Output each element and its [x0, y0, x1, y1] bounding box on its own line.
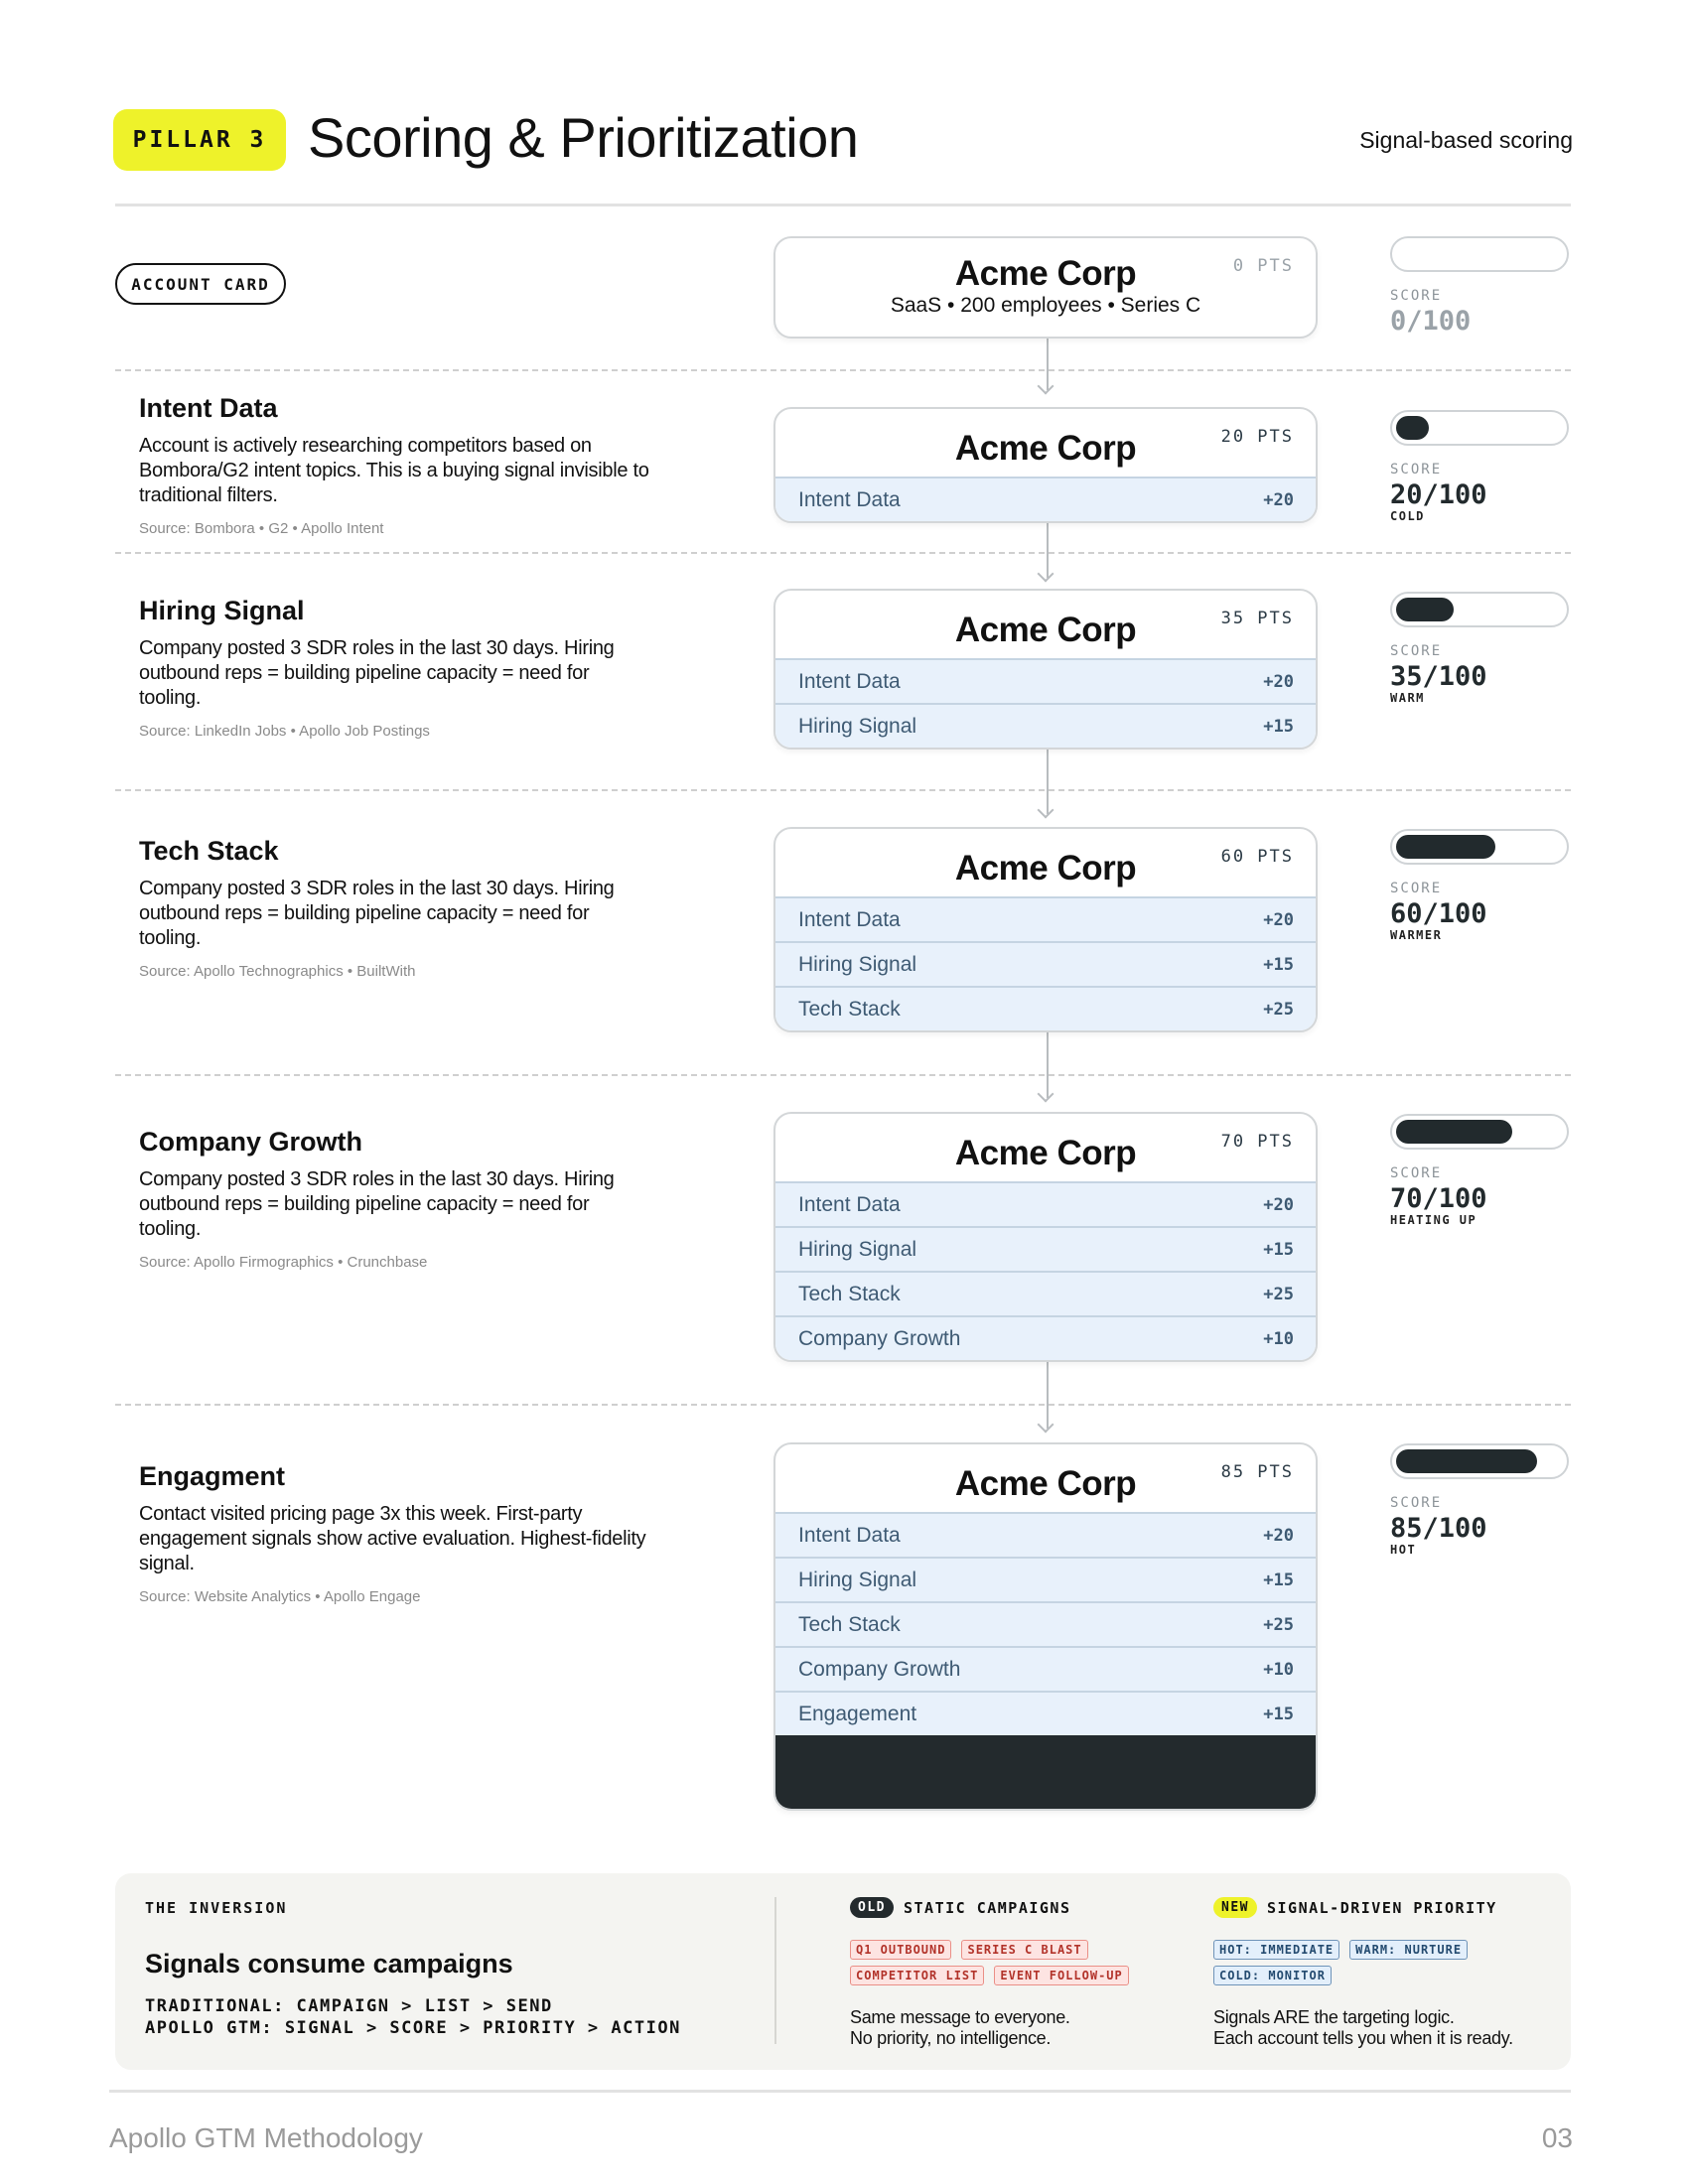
signal-title: Company Growth — [139, 1127, 363, 1157]
flow-arrow — [1047, 747, 1049, 814]
row-points: +10 — [1263, 1328, 1294, 1349]
card-signal-row — [775, 1512, 1316, 1557]
card-header — [775, 591, 1316, 658]
card-signal-row — [775, 1646, 1316, 1691]
account-card-stage-0 — [774, 236, 1318, 339]
section-divider — [115, 552, 1571, 554]
score-gauge-stage-0 — [1390, 236, 1569, 337]
score-label: SCORE — [1390, 643, 1443, 659]
score-gauge-stage-5 — [1390, 1443, 1569, 1557]
campaign-tag: Q1 OUTBOUND — [850, 1940, 951, 1960]
row-label: Tech Stack — [798, 1282, 901, 1305]
new-pill: NEW — [1213, 1897, 1257, 1918]
footer-divider — [109, 2090, 1571, 2093]
score-bar-fill — [1396, 598, 1454, 621]
row-points: +20 — [1263, 1194, 1294, 1215]
new-note-line: Each account tells you when it is ready. — [1213, 2028, 1513, 2048]
score-tier: WARM — [1390, 691, 1425, 705]
card-signal-row — [775, 477, 1316, 521]
signal-body: Company posted 3 SDR roles in the last 30 days. Hiring outbound reps = building pipeline capacity = need for tooling. — [139, 637, 615, 709]
row-points: +10 — [1263, 1659, 1294, 1680]
row-label: Hiring Signal — [798, 1568, 917, 1591]
card-points: 85 PTS — [1220, 1462, 1294, 1482]
flow-arrow — [1047, 522, 1049, 578]
old-note-line: Same message to everyone. — [850, 2007, 1070, 2027]
row-label: Intent Data — [798, 1523, 901, 1547]
score-value: 60/100 — [1390, 898, 1487, 929]
signal-source: Source: Apollo Firmographics • Crunchbase — [139, 1254, 428, 1271]
old-note-line: No priority, no intelligence. — [850, 2028, 1052, 2048]
card-points: 20 PTS — [1220, 427, 1294, 447]
section-divider — [115, 789, 1571, 791]
signal-description-hiring — [139, 596, 655, 740]
new-note — [1213, 2007, 1551, 2049]
signal-description-company-growth — [139, 1127, 655, 1271]
score-gauge-stage-4 — [1390, 1114, 1569, 1227]
signal-title: Tech Stack — [139, 836, 279, 866]
campaign-tag: SERIES C BLAST — [961, 1940, 1087, 1960]
row-label: Hiring Signal — [798, 1237, 917, 1261]
signal-body: Company posted 3 SDR roles in the last 30 days. Hiring outbound reps = building pipeline capacity = need for tooling. — [139, 878, 615, 949]
header-divider — [115, 204, 1571, 206]
row-label: Company Growth — [798, 1657, 961, 1681]
row-label: Tech Stack — [798, 1612, 901, 1636]
row-label: Intent Data — [798, 669, 901, 693]
card-signal-row — [775, 1181, 1316, 1226]
signal-description-engagement — [139, 1461, 655, 1605]
card-points-value: 0 PTS — [1232, 256, 1294, 276]
score-tier: HOT — [1390, 1543, 1417, 1557]
row-points: +15 — [1263, 716, 1294, 737]
score-tier: WARMER — [1390, 928, 1443, 942]
flow-traditional: TRADITIONAL: CAMPAIGN > LIST > SEND — [145, 1996, 553, 2016]
card-footer-bar — [775, 1735, 1316, 1809]
score-label: SCORE — [1390, 462, 1443, 478]
score-label: SCORE — [1390, 1495, 1443, 1511]
card-signal-row — [775, 941, 1316, 986]
card-company-name: Acme Corp — [954, 1464, 1137, 1503]
score-bar — [1390, 829, 1569, 865]
card-signal-row — [775, 703, 1316, 748]
score-value: 85/100 — [1390, 1513, 1487, 1544]
section-divider — [115, 1074, 1571, 1076]
row-points: +20 — [1263, 1525, 1294, 1546]
old-note — [850, 2007, 1188, 2049]
page-title: Scoring & Prioritization — [308, 106, 859, 169]
row-points: +20 — [1263, 671, 1294, 692]
old-column — [850, 1897, 1188, 2049]
row-label: Intent Data — [798, 487, 901, 511]
account-card-stage-4 — [774, 1112, 1318, 1362]
page-number: 03 — [1541, 2122, 1573, 2153]
row-points: +15 — [1263, 1704, 1294, 1724]
account-card-badge: ACCOUNT CARD — [115, 263, 286, 305]
card-company-name: Acme Corp — [954, 429, 1137, 468]
card-signal-row — [775, 1315, 1316, 1360]
signal-source: Source: Bombora • G2 • Apollo Intent — [139, 520, 384, 537]
card-signal-row — [775, 1271, 1316, 1315]
card-company-name: Acme Corp — [954, 254, 1137, 293]
card-header — [775, 409, 1316, 477]
score-bar — [1390, 410, 1569, 446]
score-label: SCORE — [1390, 1165, 1443, 1181]
pillar-badge: PILLAR 3 — [113, 109, 286, 171]
score-bar — [1390, 1114, 1569, 1150]
row-points: +15 — [1263, 1239, 1294, 1260]
card-points: 60 PTS — [1220, 847, 1294, 867]
row-points: +25 — [1263, 999, 1294, 1020]
score-tier: COLD — [1390, 509, 1425, 523]
card-signal-row — [775, 658, 1316, 703]
row-label: Engagement — [798, 1702, 917, 1725]
row-points: +20 — [1263, 909, 1294, 930]
signal-description-intent — [139, 393, 655, 537]
score-tier: HEATING UP — [1390, 1213, 1477, 1227]
row-points: +15 — [1263, 954, 1294, 975]
score-value: 0/100 — [1390, 306, 1472, 337]
row-points: +25 — [1263, 1614, 1294, 1635]
card-signal-row — [775, 986, 1316, 1030]
score-label: SCORE — [1390, 881, 1443, 896]
new-column — [1213, 1897, 1551, 2049]
account-card-stage-1 — [774, 407, 1318, 523]
card-points — [1233, 256, 1294, 276]
old-pill: OLD — [850, 1897, 894, 1918]
signal-description-tech-stack — [139, 836, 655, 980]
card-header — [775, 1444, 1316, 1512]
section-divider — [115, 369, 1571, 371]
new-tags — [1213, 1940, 1551, 1985]
old-heading-text: STATIC CAMPAIGNS — [903, 1898, 1071, 1917]
priority-tag: COLD: MONITOR — [1213, 1966, 1332, 1985]
signal-title: Hiring Signal — [139, 596, 305, 625]
priority-tag: HOT: IMMEDIATE — [1213, 1940, 1339, 1960]
old-heading — [850, 1897, 1188, 1918]
row-label: Hiring Signal — [798, 714, 917, 738]
card-signal-row — [775, 896, 1316, 941]
inversion-panel — [115, 1873, 1571, 2070]
signal-body: Account is actively researching competitors based on Bombora/G2 intent topics. This is a buying signal invisible to traditional filters. — [139, 435, 649, 506]
signal-title: Engagment — [139, 1461, 286, 1491]
account-card-stage-2 — [774, 589, 1318, 750]
account-card-stage-3 — [774, 827, 1318, 1032]
new-note-line: Signals ARE the targeting logic. — [1213, 2007, 1455, 2027]
flow-apollo: APOLLO GTM: SIGNAL > SCORE > PRIORITY > ACTION — [145, 2018, 681, 2038]
card-company-name: Acme Corp — [954, 849, 1137, 887]
signal-source: Source: Apollo Technographics • BuiltWith — [139, 963, 416, 980]
score-bar-fill — [1396, 1449, 1537, 1473]
new-heading-text: SIGNAL-DRIVEN PRIORITY — [1266, 1898, 1497, 1917]
signal-source: Source: LinkedIn Jobs • Apollo Job Postings — [139, 723, 430, 740]
new-heading — [1213, 1897, 1551, 1918]
flow-arrow — [1047, 337, 1049, 390]
flow-arrow — [1047, 1360, 1049, 1429]
signal-body: Contact visited pricing page 3x this week. First-party engagement signals show active evaluation. Highest-fidelity signal. — [139, 1503, 646, 1574]
footer-title: Apollo GTM Methodology — [109, 2122, 423, 2153]
score-gauge-stage-2 — [1390, 592, 1569, 705]
row-points: +20 — [1263, 489, 1294, 510]
flow-arrow — [1047, 1030, 1049, 1098]
row-points: +15 — [1263, 1570, 1294, 1590]
score-value: 20/100 — [1390, 479, 1487, 510]
row-points: +25 — [1263, 1284, 1294, 1304]
account-card-stage-5 — [774, 1442, 1318, 1811]
section-divider — [115, 1404, 1571, 1406]
card-points: 70 PTS — [1220, 1132, 1294, 1152]
score-value: 70/100 — [1390, 1183, 1487, 1214]
score-bar-fill — [1396, 835, 1495, 859]
row-label: Hiring Signal — [798, 952, 917, 976]
campaign-tag: EVENT FOLLOW-UP — [994, 1966, 1128, 1985]
signal-title: Intent Data — [139, 393, 278, 423]
card-signal-row — [775, 1557, 1316, 1601]
campaign-tag: COMPETITOR LIST — [850, 1966, 984, 1985]
row-label: Intent Data — [798, 1192, 901, 1216]
row-label: Intent Data — [798, 907, 901, 931]
card-company-meta: SaaS • 200 employees • Series C — [890, 294, 1201, 317]
inversion-flow — [145, 1995, 681, 2039]
card-points: 35 PTS — [1220, 609, 1294, 628]
old-tags — [850, 1940, 1188, 1985]
card-header — [775, 1114, 1316, 1181]
score-bar-fill — [1396, 1120, 1512, 1144]
row-label: Company Growth — [798, 1326, 961, 1350]
score-gauge-stage-3 — [1390, 829, 1569, 942]
row-label: Tech Stack — [798, 997, 901, 1021]
page-subtitle: Signal-based scoring — [1359, 127, 1573, 153]
score-gauge-stage-1 — [1390, 410, 1569, 523]
score-value: 35/100 — [1390, 661, 1487, 692]
score-bar — [1390, 236, 1569, 272]
card-header — [775, 829, 1316, 896]
card-signal-row — [775, 1226, 1316, 1271]
score-bar — [1390, 592, 1569, 627]
card-company-name: Acme Corp — [954, 611, 1137, 649]
card-signal-row — [775, 1601, 1316, 1646]
card-signal-row — [775, 1691, 1316, 1735]
priority-tag: WARM: NURTURE — [1349, 1940, 1468, 1960]
score-label: SCORE — [1390, 288, 1443, 304]
signal-source: Source: Website Analytics • Apollo Engage — [139, 1588, 421, 1605]
card-company-name: Acme Corp — [954, 1134, 1137, 1172]
card-header — [775, 238, 1316, 317]
inversion-kicker: THE INVERSION — [145, 1899, 288, 1917]
score-bar — [1390, 1443, 1569, 1479]
inversion-divider — [774, 1897, 776, 2044]
score-bar-fill — [1396, 416, 1429, 440]
inversion-title: Signals consume campaigns — [145, 1949, 513, 1979]
signal-body: Company posted 3 SDR roles in the last 30 days. Hiring outbound reps = building pipeline capacity = need for tooling. — [139, 1168, 615, 1240]
